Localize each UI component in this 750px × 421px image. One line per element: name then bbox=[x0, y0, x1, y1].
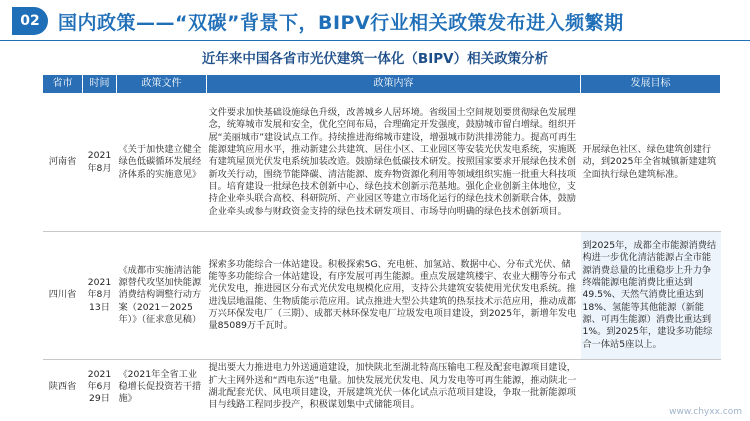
cell-time: 2021年6月29日 bbox=[83, 360, 117, 415]
cell-time: 2021年8月 bbox=[83, 94, 117, 232]
table-header-row bbox=[43, 75, 721, 94]
cell-province: 河南省 bbox=[43, 94, 83, 232]
cell-target: 开展绿色社区、绿色建筑创建行动，到2025年全省城镇新建建筑全面执行绿色建筑标准。 bbox=[581, 94, 721, 232]
cell-document: 《2021年全省工业稳增长促投资若干措施》 bbox=[117, 360, 207, 415]
title-divider bbox=[0, 40, 750, 41]
column-header-time: 时间 bbox=[83, 75, 117, 94]
source-watermark: www.chyxx.com bbox=[669, 407, 742, 417]
cell-province: 陕西省 bbox=[43, 360, 83, 415]
table-title: 近年来中国各省市光伏建筑一体化（BIPV）相关政策分析 bbox=[201, 51, 549, 67]
cell-document: 《成都市实施清洁能源替代攻坚加快能源消费结构调整行动方案（2021－2025年）》（征求意见稿） bbox=[117, 232, 207, 360]
cell-content: 探索多功能综合一体站建设。积极探索5G、充电桩、加氢站、数据中心、分布式光伏、储能等多功能综合一体站建设，有序发展可再生能源。重点发展建筑楼宇、农业大棚等分布式光伏发电，推进园区分布式光伏发电规模化应用，支持公共建筑安装使用光伏发电系统。推进浅层地温能、生物质能示范应用。试点推进大型公共建筑的热泵技术示范应用，推动成都万兴环保发电厂（三期）、成都天林环保发电厂垃圾发电项目建设，到2025年，新增年发电量85089万千瓦时。 bbox=[207, 232, 581, 360]
cell-target: 到2025年，成都全市能源消费结构进一步优化清洁能源占全市能源消费总量的比重稳步上升力争终端能源电能消费比重达到49.5%、天然气消费比重达到18%、氢能等其他能源（新能源、可再生能源）消费比重达到1%。到2025年，建设多功能综合一体站5座以上。 bbox=[581, 232, 721, 360]
cell-time: 2021年8月13日 bbox=[83, 232, 117, 360]
table-row bbox=[43, 94, 721, 232]
cell-target bbox=[581, 360, 721, 415]
column-header-content: 政策内容 bbox=[207, 75, 581, 94]
table-row bbox=[43, 360, 721, 415]
section-number-badge: 02 bbox=[12, 7, 48, 35]
cell-province: 四川省 bbox=[43, 232, 83, 360]
policy-table bbox=[42, 74, 721, 414]
cell-content: 提出要大力推进电力外送通道建设，加快陕北至湖北特高压输电工程及配套电源项目建设，扩大主网外送和“西电东送”电量。加快发展光伏发电、风力发电等可再生能源，推动陕北一湖北配套光伏、风电项目建设，开展建筑光伏一体化试点示范项目建设，争取一批新能源项目与线路工程同步投产，积极谋划集中式储能项目。 bbox=[207, 360, 581, 415]
cell-document: 《关于加快建立健全绿色低碳循环发展经济体系的实施意见》 bbox=[117, 94, 207, 232]
column-header-document: 政策文件 bbox=[117, 75, 207, 94]
column-header-target: 发展目标 bbox=[581, 75, 721, 94]
column-header-province: 省市 bbox=[43, 75, 83, 94]
cell-content: 文件要求加快基础设施绿色升级，改善城乡人居环境。省级国土空间规划要贯彻绿色发展理念，统筹城市发展和安全，优化空间布局，合理确定开发强度，鼓励城市留白增绿。组织开展“美丽城市”建设试点工作。持续推进海绵城市建设，增强城市防洪排涝能力。提高可再生能源建筑应用水平，推动新建公共建筑、居住小区、工业园区等安装光伏发电系统，实施既有建筑屋顶光伏发电系统加装改造。鼓励绿色低碳技术研发。按照国家要求开展绿色技术创新攻关行动，围绕节能降碳、清洁能源、废弃物资源化利用等领域组织实施一批重大科技项目。培育建设一批绿色技术创新中心、绿色技术创新示范基地。强化企业创新主体地位，支持企业牵头联合高校、科研院所、产业园区等建立市场化运行的绿色技术创新联合体，鼓励企业牵头或参与财政资金支持的绿色技术研发项目、市场导向明确的绿色技术创新项目。 bbox=[207, 94, 581, 232]
page-title: 国内政策——“双碳”背景下，BIPV行业相关政策发布进入频繁期 bbox=[58, 12, 624, 34]
table-row bbox=[43, 232, 721, 360]
header-bar bbox=[0, 0, 750, 44]
